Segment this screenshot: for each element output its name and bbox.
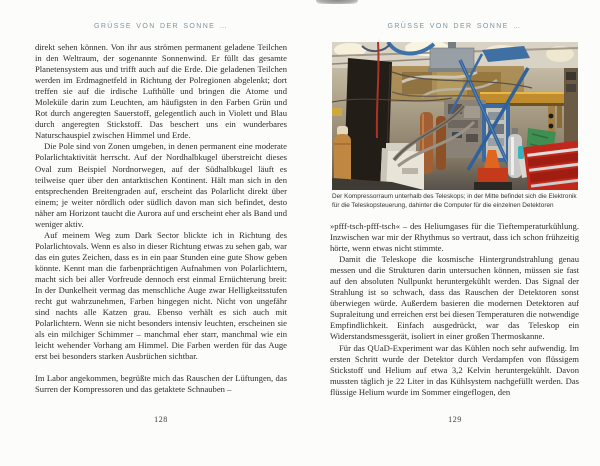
- right-text-block: [330, 221, 579, 398]
- paragraph: Die Pole sind von Zonen umgeben, in denen permanent eine moderate Polarlichtaktivität herrscht. Auf der Nordhalbkugel überstreicht dieses Oval zum Beispiel Nordnorwegen, auf der Südhalbkugel läuft es teilweise quer über den antarktischen Kontinent. Hält man sich in den entsprechenden Breitengraden auf, erscheint das Polarlicht direkt über einem; je weiter nördlich oder südlich davon man sich befindet, desto näher am Horizont taucht die Aurora auf und erscheint eher als Band und weniger aktiv.: [35, 141, 287, 229]
- paragraph: Damit die Teleskope die kosmische Hintergrundstrahlung genau messen und die Strukturen darin untersuchen können, müssen sie fast auf den absoluten Nullpunkt heruntergekühlt werden. Das Signal der Strahlung ist so schwach, dass das Rauschen der Detektoren sonst überwiegen würde. Außerdem basieren die modernen Detektoren auf Supraleitung und erreichen erst bei diesen Temperaturen die notwendige Empfindlichkeit. Einfach ausgedrückt, war das Teleskop ein Widerstandsmessgerät, isoliert in einer großen Thermoskanne.: [330, 254, 579, 342]
- compressor-room-photo: [332, 42, 578, 190]
- page-number-left: 128: [154, 415, 168, 424]
- paragraph: Für das QUaD-Experiment war das Kühlen noch sehr aufwendig. Im ersten Schritt wurde der Detektor durch Verdampfen von flüssigem Stickstoff und Helium auf etwa 3,2 Kelvin heruntergekühlt. Davon mussten täglich je 22 Liter in das Kühlsystem nachgefüllt werden. Das flüssige Helium wurde im Sommer eingeflogen, den: [330, 342, 579, 397]
- photo-caption: Der Kompressorraum unterhalb des Teleskops; in der Mitte befindet sich die Elektronik für die Teleskopsteuerung, dahinter die Computer für die einzelnen Detektoren: [332, 193, 577, 209]
- compressor-room-photo-illustration: [332, 42, 578, 190]
- page-top-smudge: [316, 0, 358, 4]
- paragraph: Auf meinem Weg zum Dark Sector blickte ich in Richtung des Polarlichtovals. Wenn es also in dieser Richtung etwas zu sehen gab, war das ein gutes Zeichen, dass es in ein paar Stunden eine gute Show geben könnte. Kennt man die farbenprächtigen Aufnahmen von Polarlichtern, macht sich bei aller Vorfreude dennoch erst einmal Ernüchterung breit: In der Dunkelheit vermag das menschliche Auge zwar Helligkeitsstufen recht gut wahrzunehmen, Farben hingegen nicht. Nicht von ungefähr sind nachts alle Katzen grau. Ebenso verhält es sich auch mit Polarlichtern. Wenn sie nicht besonders intensiv leuchten, erscheinen sie als ein milchiger Schimmer – manchmal eher starr, manchmal wie ein leicht wehender Vorhang am Himmel. Die Farben werden für das Auge erst bei besonders starken Ausbrüchen sichtbar.: [35, 229, 287, 362]
- paragraph: Im Labor angekommen, begrüßte mich das Rauschen der Lüftungen, das Surren der Kompressoren und das getaktete Schnauben –: [35, 373, 287, 395]
- paragraph: direkt sehen können. Von ihr aus strömen permanent geladene Teilchen in den Weltraum, der sogenannte Sonnenwind. Er füllt das gesamte Planetensystem aus und trifft auch auf die Erde. Die geladenen Teilchen werden im Erdmagnetfeld in Richtung der Polregionen abgelenkt; dort treffen sie auf die irdische Lufthülle und bringen die Atome und Moleküle darin zum Leuchten, am häufigsten in den Farben Grün und Rot durch angeregten Sauerstoff, gelegentlich auch in Violett und Blau durch angeregten Stickstoff. Das beschert uns ein wunderbares Naturschauspiel zwischen Himmel und Erde.: [35, 42, 287, 141]
- page-number-right: 129: [448, 415, 462, 424]
- running-head-left: GRÜSSE VON DER SONNE …: [94, 23, 228, 30]
- running-head-right: GRÜSSE VON DER SONNE …: [387, 23, 522, 30]
- left-text-block: [35, 42, 287, 395]
- paragraph: »pfff-tsch-pfff-tsch« – des Heliumgases für die Tieftemperaturkühlung. Inzwischen war mir der Rhythmus so vertraut, dass ich schon frühzeitig hörte, wenn etwas nicht stimmte.: [330, 221, 579, 254]
